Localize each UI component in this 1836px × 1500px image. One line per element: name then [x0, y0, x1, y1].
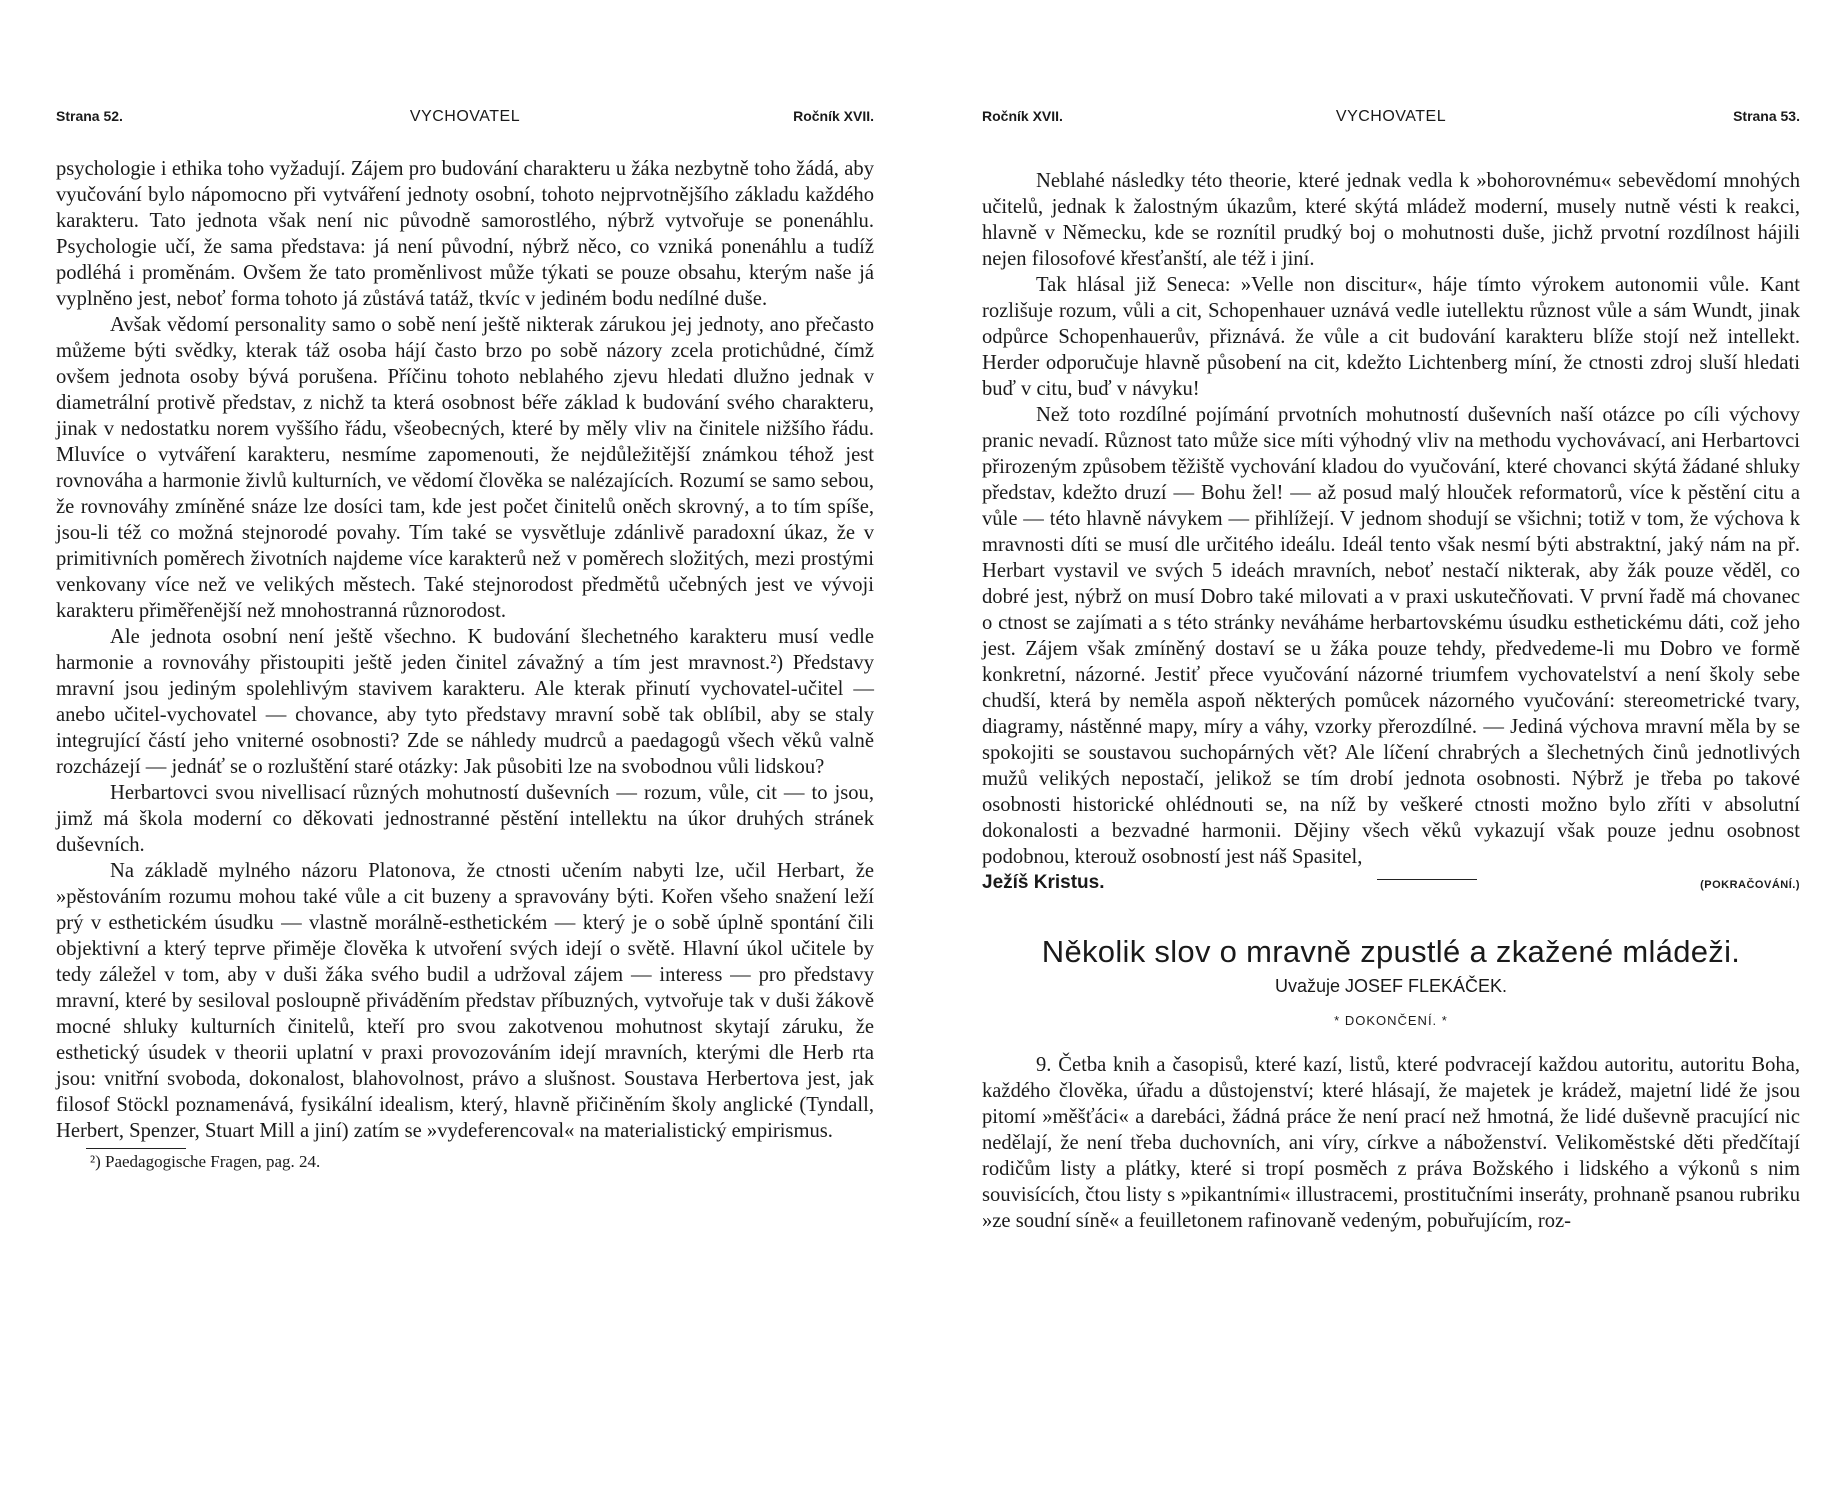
journal-title: VYCHOVATEL	[409, 108, 521, 125]
paragraph: Ale jednota osobní není ještě všechno. K budování šlechetného karakteru musí vedle harmonie a rovnováhy přistoupiti ještě jeden činitel závažný a tím jest mravnost.²) Představy mravní jsou jediným spolehlivým stavivem karakteru. Ale kterak přinutí vychovatel-učitel — anebo učitel-vychovatel — chovance, aby tyto představy mravní sobě tak oblíbil, aby se staly integrující částí jeho vniterné osobnosti? Zde se náhledy mudrců a paedagogů všech věků valně rozcházejí — jednáť se o rozluštění staré otázky: Jak působiti lze na svobodnou vůli lidskou?	[56, 626, 874, 778]
section-divider	[1377, 879, 1477, 880]
paragraph: Tak hlásal již Seneca: »Velle non discitur«, háje tímto výrokem autonomii vůle. Kant rozlišuje rozum, vůli a cit, Schopenhauer uznává vedle iutellektu různost vůle a sám Wundt, jinak odpůrce Schopenhauerův, přiznává. že vůle a cit budování karakteru blíže stojí než intellekt. Herder odporučuje hlavně působení na cit, kdežto Lichtenberg míní, že ctnosti zdroj sluší hledati buď v citu, buď v návyku!	[982, 274, 1800, 400]
signature: Ježíš Kristus.	[982, 872, 1105, 893]
paragraph: Na základě mylného názoru Platonova, že ctnosti učením nabyti lze, učil Herbart, že »pěstováním rozumu mohou také vůle a cit buzeny a spravovány býti. Kořen všeho snažení leží prý v esthetickém úsudku — vlastně morálně-esthetickém — který je o sobě úplně spontání čili objektivní a který teprve přiměje člověka k utvoření svých idejí o světě. Hlavní úkol učitele by tedy záležel v tom, aby v duši žáka svého budil a udržoval zájem — interess — pro představy mravní, které by sesiloval posloupně přiváděním představ příbuzných, vytvořuje tak v duši žákově mocné shluky kulturních činitelů, kteří pro svou zakotvenou mohutnost skytají záruku, že esthetický úsudek v theorii uplatní v praxi provozováním idejí mravních, kterými dle Herb rta jsou: vnitřní svoboda, dokonalost, blahovolnost, právo a slušnost. Soustava Herbertova jest, jak filosof Stöckl poznamenává, fysikální idealism, který, hlavně přičiněním školy anglické (Tyndall, Herbert, Spenzer, Stuart Mill a jiní) zatím se »vydeferencoval« na materialistický empirismus.	[56, 860, 874, 1142]
paragraph: Herbartovci svou nivellisací různých mohutností duševních — rozum, vůle, cit — to jsou, jimž má škola moderní co děkovati jednostranné pěstění intellektu na úkor druhých stránek duševních.	[56, 782, 874, 856]
left-page-header	[56, 108, 874, 132]
paragraph: psychologie i ethika toho vyžadují. Zájem pro budování charakteru u žáka nezbytně toho žádá, aby vyučování bylo nápomocno při vytváření jednoty osobní, tohoto nejprvotnějšího základu každého karakteru. Tato jednota však není nic původně samorostlého, nýbrž vytvořuje se ponenáhlu. Psychologie učí, že sama představa: já není původní, nýbrž něco, co vzniká ponenáhlu a tudíž podléhá i proměnám. Ovšem že tato proměnlivost může týkati se pouze obsahu, kterým naše já vyplněno jest, neboť forma tohoto já zůstává tatáž, tkvíc v jediném bodu nedílné duše.	[56, 158, 874, 310]
footnote-rule	[86, 1148, 186, 1149]
journal-title: VYCHOVATEL	[1335, 108, 1447, 125]
volume-label: Ročník XVII.	[793, 108, 874, 124]
volume-label: Ročník XVII.	[982, 108, 1063, 124]
conclusion-mark: * DOKONČENÍ. *	[1334, 1013, 1448, 1028]
paragraph: Avšak vědomí personality samo o sobě není ještě nikterak zárukou jej jednoty, ano přečasto můžeme býti svědky, kterak táž osoba hájí často brzo po sobě názory zcela protichůdné, čímž ovšem jednota osoby bývá porušena. Příčinu tohoto neblahého zjevu hledati dlužno jednak v diametrální protivě představ, z nichž ta která osobnost béře základ k budování svého charakteru, jinak v nedostatku norem vyššího řádu, všeobecných, které by měly vliv na činitele nižšího řádu. Mluvíce o vytváření karakteru, nesmíme zapomenouti, že nejdůležitější známkou téhož jest rovnováha a harmonie živlů kulturních, ve vědomí člověka se nalézajících. Rozumí se samo sebou, že rovnováhy zmíněné snáze lze dosíci tam, kde jest počet činitelů oněch skrovný, a to tím spíše, jsou-li též co možná stejnorodé povahy. Tím také se vysvětluje zdánlivě paradoxní úkaz, že v primitivních poměrech životních najdeme více karakterů než v poměrech složitých, mezi prostými venkovany více než ve velikých městech. Také stejnorodost předmětů učebných jest ve vývoji karakteru přiměřenější než mnohostranná různorodost.	[56, 314, 874, 622]
continuation-note: (POKRAČOVÁNÍ.)	[1700, 879, 1800, 891]
paragraph: Neblahé následky této theorie, které jednak vedla k »bohorovnému« sebevědomí mnohých učitelů, jednak k žalostným úkazům, které skýtá mládež moderní, musely nutně vésti k reakci, hlavně v Německu, kde se roznítil prudký boj o mohutnosti duše, jichž prvotní rozdílnost hájili nejen filosofové křesťanští, ale též i jiní.	[982, 170, 1800, 270]
article-author: Uvažuje JOSEF FLEKÁČEK.	[1274, 976, 1508, 996]
right-page-body	[982, 168, 1800, 1234]
left-page-body	[56, 156, 874, 1173]
page-number: Strana 52.	[56, 108, 123, 124]
page-number: Strana 53.	[1733, 108, 1800, 124]
paragraph: 9. Četba knih a časopisů, které kazí, listů, které podvracejí každou autoritu, autoritu Boha, každého člověka, úřadu a důstojenství; které hlásají, že majetek je krádež, majetní lidé že jsou pitomí »měšťáci« a darebáci, žádná práce že není prací než hmotná, že lidé duševně pracující nic nedělají, že není třeba duchovních, ani víry, církve a náboženství. Velikoměstské děti předčítají rodičům listy a plátky, které si tropí posměch z práva Božského i lidského a výkonů s nim souvisících, čtou listy s »pikantními« illustracemi, prostitučními inseráty, prohnaně psanou rubriku »ze soudní síně« a feuilletonem rafinovaně vedeným, pobuřujícím, roz-	[982, 1054, 1800, 1232]
article-end-line	[982, 870, 1800, 898]
right-page-header	[982, 108, 1800, 132]
footnote: ²) Paedagogische Fragen, pag. 24.	[90, 1152, 321, 1171]
article-title: Několik slov o mravně zpustlé a zkažené mládeži.	[1041, 934, 1741, 969]
paragraph: Než toto rozdílné pojímání prvotních mohutností duševních naší otázce po cíli výchovy pranic nevadí. Různost tato může sice míti výhodný vliv na methodu vychovávací, ani Herbartovci přirozeným způsobem těžiště vychování kladou do vyučování, které chovanci skýtá žádané shluky představ, kdežto druzí — Bohu žel! — až posud malý hlouček reformatorů, více k pěstění citu a vůle — této hlavně návykem — přihlížejí. V jednom shodují se všichni; totiž v tom, že výchova k mravnosti díti se musí dle určitého ideálu. Ideál tento však nesmí býti abstraktní, jaký nám na př. Herbart vystavil ve svých 5 ideách mravních, neboť nestačí nikterak, aby žák pouze věděl, co dobré jest, nýbrž on musí Dobro také milovati a v praxi uskutečňovati. V první řadě má chovanec o ctnost se zajímati a s této stránky neváháme herbartovskému úsudku esthetickému dáti, což jeho jest. Zájem však zmíněný dostaví se u žáka pouze tehdy, předvedeme-li mu Dobro ve formě konkretní, názorné. Jestiť přece vyučování názorné triumfem vychovatelství a není školy sebe chudší, která by neměla aspoň některých pomůcek názorného vyučování: stereometrické tvary, diagramy, nástěnné mapy, míry a váhy, vzorky přerozdílné. — Jediná výchova mravní měla by se spokojiti se soustavou suchopárných vět? Ale líčení chrabrých a šlechetných činů jednotlivých mužů velikých nepostačí, jelikož se tím drobí jednota osobnosti. Nýbrž je třeba po takové osobnosti historické ohlédnouti se, na níž by veškeré ctnosti možno bylo zříti v absolutní dokonalosti a bezvadné harmonii. Dějiny všech věků vykazují však pouze jednu osobnost podobnou, kterouž osobností jest náš Spasitel,	[982, 404, 1800, 868]
